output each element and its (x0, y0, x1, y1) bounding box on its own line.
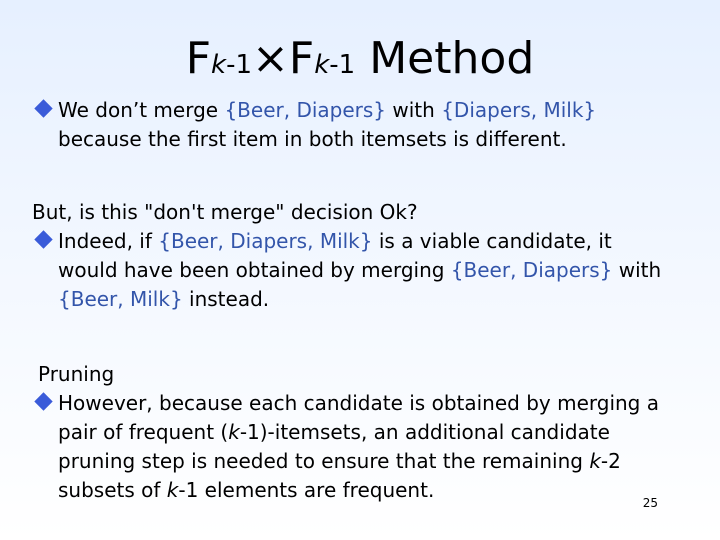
bullet-1: We don’t merge {Beer, Diapers} with {Diapers, Milk} because the first item in both itemsets is different. (32, 96, 596, 154)
section-3: Pruning However, because each candidate is obtained by merging a pair of frequent (k-1)-itemsets, an additional candidate pruning step is needed to ensure that the remaining k-2 subsets of k-1 elements are frequent. (32, 360, 659, 505)
section-3-heading: Pruning (38, 362, 115, 386)
bullet-diamond-icon (32, 96, 58, 125)
section-2: But, is this "don't merge" decision Ok? Indeed, if {Beer, Diapers, Milk} is a viable candidate, it would have been obtained by merging {Beer, Diapers} with {Beer, Milk} instead. (32, 200, 662, 311)
bullet-diamond-icon (32, 227, 58, 256)
bullet-diamond-icon (32, 389, 58, 418)
slide-title: Fk-1×Fk-1 Method (185, 33, 535, 84)
page-number: 25 (642, 496, 658, 510)
section-2-heading: But, is this "don't merge" decision Ok? (32, 200, 418, 224)
